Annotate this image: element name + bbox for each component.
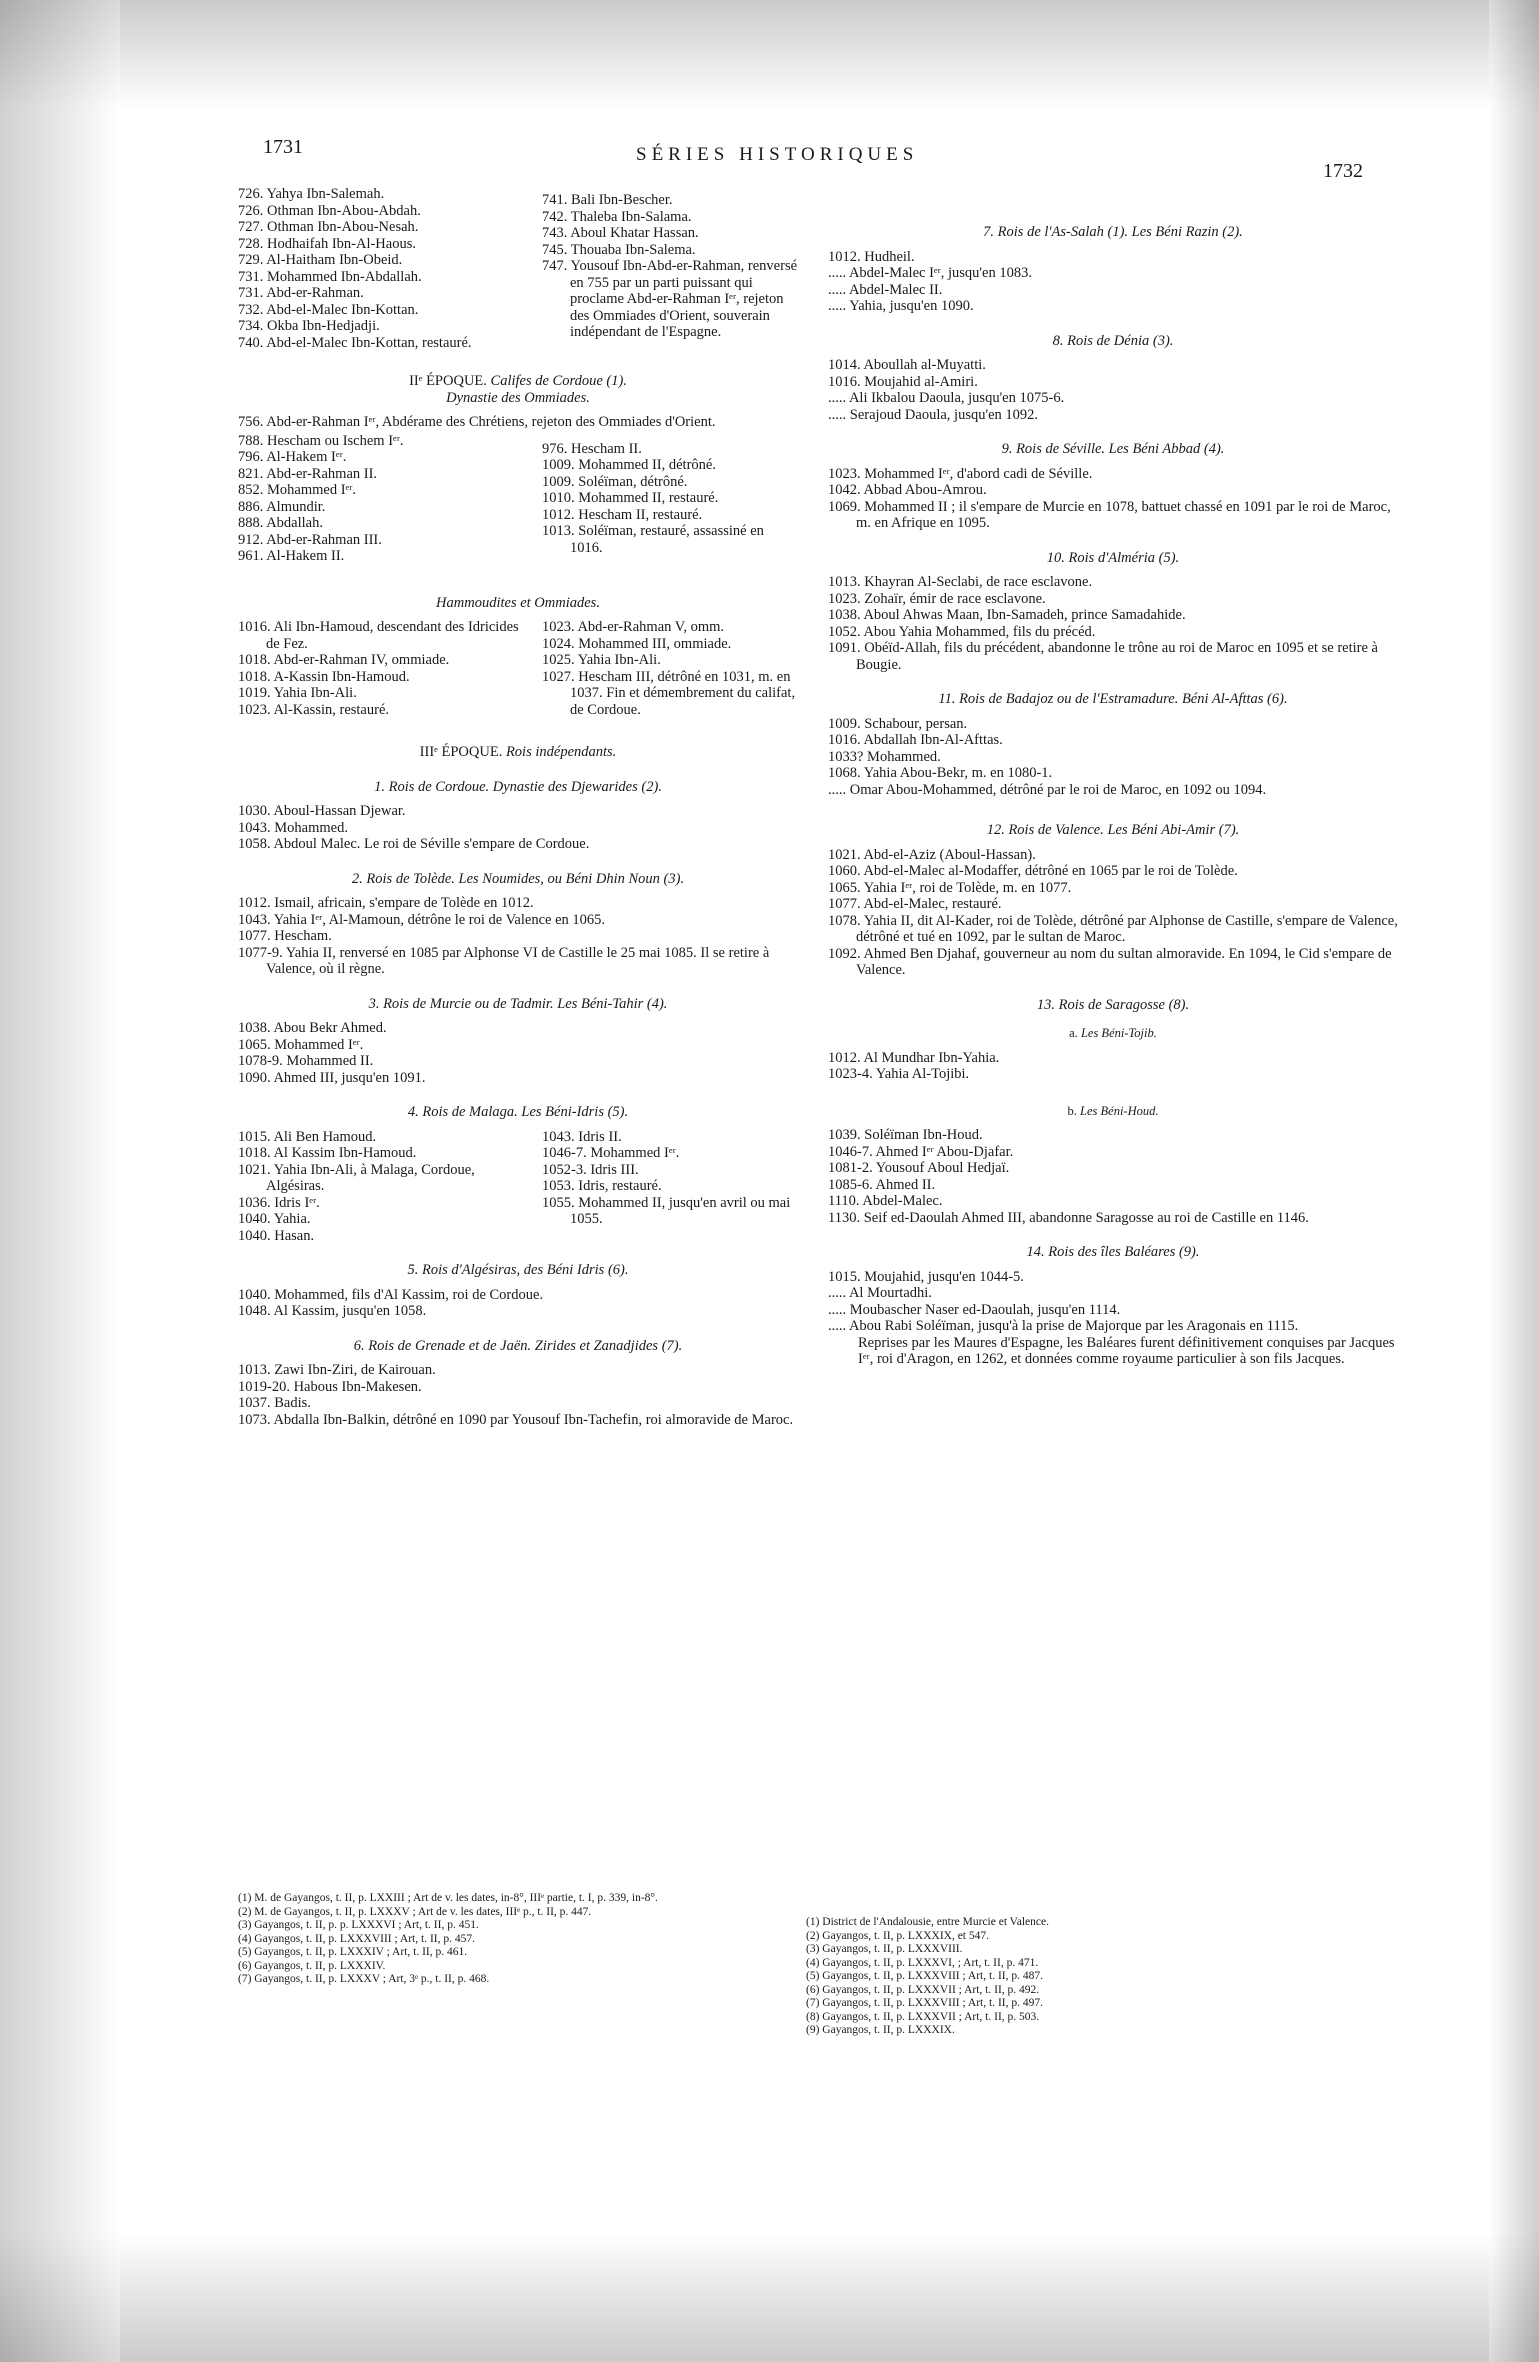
epoch-subtitle: Dynastie des Ommiades. [446, 389, 590, 406]
section-heading: 4. Rois de Malaga. Les Béni-Idris (5). [407, 1104, 629, 1120]
section-heading: 5. Rois d'Algésiras, des Béni Idris (6). [407, 1262, 629, 1278]
top-list-a [238, 186, 528, 351]
section-heading: 14. Rois des îles Baléares (9). [1026, 1244, 1200, 1260]
footnote: (4) Gayangos, t. II, p. LXXXVI, ; Art, t. II, p. 471. [806, 1956, 1039, 1969]
list-item: 1081-2. Yousouf Aboul Hedjaï. [828, 1160, 1010, 1176]
page-number-right: 1732 [1323, 160, 1363, 182]
list-item: 1037. Badis. [238, 1395, 311, 1411]
list-item: 745. Thouaba Ibn-Salema. [542, 241, 696, 258]
list-item: 1013. Khayran Al-Seclabi, de race esclavone. [828, 574, 1093, 590]
list-item: 1023. Zohaïr, émir de race esclavone. [828, 590, 1046, 607]
right-column [828, 220, 1398, 1368]
section-heading-hammoudites: Hammoudites et Ommiades. [436, 594, 600, 611]
list-item: 1027. Hescham III, détrôné en 1031, m. en 1037. Fin et démembrement du califat, de Cordoue. [542, 668, 796, 718]
list-item: 1077. Abd-el-Malec, restauré. [828, 896, 1002, 912]
list-item: 726. Othman Ibn-Abou-Abdah. [238, 202, 421, 219]
list-item: 1012. Ismail, africain, s'empare de Tolède en 1012. [238, 895, 534, 911]
list-item: 1018. A-Kassin Ibn-Hamoud. [238, 668, 410, 685]
footnote: (9) Gayangos, t. II, p. LXXXIX. [806, 2024, 955, 2036]
list-item: 788. Hescham ou Ischem Iᵉʳ. [238, 432, 404, 449]
epoch2-lists [238, 433, 798, 565]
list-item: 1038. Abou Bekr Ahmed. [238, 1020, 387, 1036]
sec4-list-a [238, 1129, 528, 1245]
list-item: 1012. Hudheil. [828, 248, 915, 265]
footnote: (7) Gayangos, t. II, p. LXXXV ; Art, 3ᵉ p., t. II, p. 468. [238, 1973, 490, 1985]
list-item: 1090. Ahmed III, jusqu'en 1091. [238, 1069, 426, 1086]
section-heading: 1. Rois de Cordoue. Dynastie des Djewarides (2). [374, 778, 662, 795]
footnotes-right [806, 1916, 1366, 2038]
list-item: 727. Othman Ibn-Abou-Nesah. [238, 219, 419, 235]
list-item: 1077. Hescham. [238, 928, 332, 944]
list-item: 1040. Yahia. [238, 1211, 311, 1227]
section-heading: 9. Rois de Séville. Les Béni Abbad (4). [1001, 441, 1225, 457]
list-item: 1016. Ali Ibn-Hamoud, descendant des Idricides de Fez. [238, 619, 519, 652]
list-item: 756. Abd-er-Rahman Iᵉʳ, Abdérame des Chrétiens, rejeton des Ommiades d'Orient. [238, 414, 716, 430]
list-item: 888. Abdallah. [238, 515, 323, 531]
list-item: 821. Abd-er-Rahman II. [238, 465, 378, 482]
list-item: 1073. Abdalla Ibn-Balkin, détrôné en 1090 par Yousouf Ibn-Tachefin, roi almoravide de Maroc. [238, 1411, 794, 1428]
list-item: 1053. Idris, restauré. [542, 1178, 662, 1194]
list-item: 1085-6. Ahmed II. [828, 1176, 936, 1193]
list-item: 1042. Abbad Abou-Amrou. [828, 482, 987, 498]
list-item: 1130. Seif ed-Daoulah Ahmed III, abandonne Saragosse au roi de Castille en 1146. [828, 1209, 1309, 1226]
list-item: 1046-7. Ahmed Iᵉʳ Abou-Djafar. [828, 1143, 1014, 1160]
list-item: 732. Abd-el-Malec Ibn-Kottan. [238, 301, 419, 318]
scan-edge-bottom [0, 2232, 1539, 2362]
list-item: 1013. Zawi Ibn-Ziri, de Kairouan. [238, 1362, 436, 1378]
footnote: (2) M. de Gayangos, t. II, p. LXXXV ; Art de v. les dates, IIIᵉ p., t. II, p. 447. [238, 1905, 592, 1918]
list-item: 1068. Yahia Abou-Bekr, m. en 1080-1. [828, 765, 1053, 781]
list-item: 731. Mohammed Ibn-Abdallah. [238, 268, 422, 285]
page-number-left: 1731 [263, 136, 303, 158]
list-item: 1015. Ali Ben Hamoud. [238, 1128, 377, 1145]
section-heading: 3. Rois de Murcie ou de Tadmir. Les Béni-Tahir (4). [368, 995, 668, 1012]
footnote: (7) Gayangos, t. II, p. LXXXVIII ; Art, t. II, p. 497. [806, 1997, 1043, 2009]
footnote: (3) Gayangos, t. II, p. p. LXXXVI ; Art, t. II, p. 451. [238, 1919, 479, 1931]
subsection-letter: b. [1067, 1103, 1077, 1118]
list-item: 1046-7. Mohammed Iᵉʳ. [542, 1145, 680, 1161]
list-item: 1052-3. Idris III. [542, 1161, 639, 1178]
list-item: 961. Al-Hakem II. [238, 548, 345, 564]
list-item: 1039. Soléïman Ibn-Houd. [828, 1127, 983, 1143]
list-item: ..... Al Mourtadhi. [828, 1285, 932, 1301]
list-item: 743. Aboul Khatar Hassan. [542, 225, 699, 241]
top-lists [238, 186, 798, 351]
hammoud-lists [238, 619, 798, 718]
list-item: 1069. Mohammed II ; il s'empare de Murcie en 1078, battuet chassé en 1091 par le roi de Maroc, m. en Afrique en 1095. [828, 498, 1391, 531]
footnote: (1) District de l'Andalousie, entre Murcie et Valence. [806, 1916, 1049, 1928]
footnote: (8) Gayangos, t. II, p. LXXXVII ; Art, t. II, p. 503. [806, 2010, 1040, 2023]
subsection-title: Les Béni-Tojib. [1080, 1026, 1157, 1040]
list-item: 1058. Abdoul Malec. Le roi de Séville s'empare de Cordoue. [238, 836, 590, 852]
list-item: 796. Al-Hakem Iᵉʳ. [238, 449, 347, 465]
list-item: 1009. Soléïman, détrôné. [542, 473, 688, 490]
subsection-heading [828, 1103, 1398, 1120]
list-item: 1077-9. Yahia II, renversé en 1085 par Alphonse VI de Castille le 25 mai 1085. Il se retire à Valence, où il règne. [238, 944, 770, 977]
list-item: 1040. Mohammed, fils d'Al Kassim, roi de Cordoue. [238, 1286, 544, 1303]
hammoud-list-a [238, 619, 528, 718]
list-item: 1021. Yahia Ibn-Ali, à Malaga, Cordoue, Algésiras. [238, 1161, 475, 1194]
list-item: 1048. Al Kassim, jusqu'en 1058. [238, 1303, 427, 1319]
footnote: (6) Gayangos, t. II, p. LXXXVII ; Art, t. II, p. 492. [806, 1983, 1040, 1996]
list-item: 1052. Abou Yahia Mohammed, fils du précéd. [828, 623, 1096, 640]
footnote: (2) Gayangos, t. II, p. LXXXIX, et 547. [806, 1929, 990, 1942]
list-item: 1110. Abdel-Malec. [828, 1193, 943, 1209]
scan-edge-right [1489, 0, 1539, 2362]
epoch-prefix: IIᵉ ÉPOQUE. [409, 373, 487, 389]
list-item: ..... Abdel-Malec Iᵉʳ, jusqu'en 1083. [828, 265, 1032, 281]
list-item: 1012. Hescham II, restauré. [542, 506, 703, 523]
list-item: 1012. Al Mundhar Ibn-Yahia. [828, 1049, 1000, 1066]
scan-edge-top [0, 0, 1539, 110]
list-item: 747. Yousouf Ibn-Abd-er-Rahman, renversé en 755 par un parti puissant qui proclame Abd-er-Rahman Iᵉʳ, rejeton des Ommiades d'Orient, souverain indépendant de l'Espagne. [542, 258, 798, 340]
list-item: ..... Abou Rabi Soléïman, jusqu'à la prise de Majorque par les Aragonais en 1115. [828, 1318, 1299, 1334]
section-heading: 7. Rois de l'As-Salah (1). Les Béni Razin (2). [983, 224, 1243, 240]
list-item: ..... Abdel-Malec II. [828, 281, 943, 298]
section-heading: 8. Rois de Dénia (3). [1052, 332, 1174, 349]
footnotes-left [238, 1892, 798, 1987]
section-heading: 13. Rois de Saragosse (8). [1036, 996, 1190, 1013]
list-item: 1060. Abd-el-Malec al-Modaffer, détrôné en 1065 par le roi de Tolède. [828, 863, 1238, 879]
epoch2-list-a [238, 433, 528, 565]
epoch-title: Rois indépendants. [505, 744, 617, 760]
list-item: 1038. Aboul Ahwas Maan, Ibn-Samadeh, prince Samadahide. [828, 607, 1186, 623]
list-item: 1043. Mohammed. [238, 819, 348, 836]
list-item: 1019. Yahia Ibn-Ali. [238, 685, 357, 701]
list-item: 1092. Ahmed Ben Djahaf, gouverneur au nom du sultan almoravide. En 1094, le Cid s'empare de Valence. [828, 945, 1392, 978]
list-item: 726. Yahya Ibn-Salemah. [238, 186, 385, 202]
list-item: 1025. Yahia Ibn-Ali. [542, 652, 661, 668]
left-column [238, 186, 798, 1428]
list-item: ..... Moubascher Naser ed-Daoulah, jusqu'en 1114. [828, 1301, 1121, 1318]
list-item: 1078-9. Mohammed II. [238, 1053, 374, 1069]
footnote: (5) Gayangos, t. II, p. LXXXIV ; Art, t. II, p. 461. [238, 1946, 468, 1958]
hammoud-list-b [542, 619, 798, 718]
list-item: 1043. Idris II. [542, 1128, 622, 1145]
footnote: (6) Gayangos, t. II, p. LXXXIV. [238, 1959, 386, 1972]
running-title: SÉRIES HISTORIQUES [636, 144, 919, 165]
list-item: 1016. Abdallah Ibn-Al-Afttas. [828, 732, 1003, 748]
footnote: (1) M. de Gayangos, t. II, p. LXXIII ; Art de v. les dates, in-8°, IIIᵉ partie, t. I, p. 339, in-8°. [238, 1892, 658, 1904]
list-item: 740. Abd-el-Malec Ibn-Kottan, restauré. [238, 334, 472, 351]
section-heading: 11. Rois de Badajoz ou de l'Estramadure. Béni Al-Afttas (6). [938, 691, 1288, 707]
epoch-title: Califes de Cordoue (1). [490, 373, 627, 389]
section-heading-epoch2 [238, 373, 798, 406]
list-item: 976. Hescham II. [542, 440, 642, 457]
list-item: 886. Almundir. [238, 498, 326, 515]
section-heading: 2. Rois de Tolède. Les Noumides, ou Béni Dhin Noun (3). [351, 870, 685, 887]
sec4-list-b [542, 1129, 798, 1245]
list-item: 1065. Yahia Iᵉʳ, roi de Tolède, m. en 1077. [828, 879, 1072, 896]
list-item: 1023-4. Yahia Al-Tojibi. [828, 1066, 970, 1082]
epoch2-list-b [542, 433, 798, 565]
list-item: ..... Ali Ikbalou Daoula, jusqu'en 1075-6. [828, 390, 1065, 406]
list-item: 1033? Mohammed. [828, 748, 941, 765]
section-heading: 6. Rois de Grenade et de Jaën. Zirides et Zanadjides (7). [353, 1337, 683, 1354]
list-item: 1023. Abd-er-Rahman V, omm. [542, 619, 725, 635]
list-item: 1030. Aboul-Hassan Djewar. [238, 803, 406, 819]
list-item: 852. Mohammed Iᵉʳ. [238, 482, 357, 498]
list-item: 1043. Yahia Iᵉʳ, Al-Mamoun, détrône le roi de Valence en 1065. [238, 911, 606, 928]
list-item: 741. Bali Ibn-Bescher. [542, 192, 673, 208]
list-item: 1016. Moujahid al-Amiri. [828, 373, 978, 390]
list-item: 742. Thaleba Ibn-Salama. [542, 208, 692, 225]
list-item: 1009. Mohammed II, détrôné. [542, 457, 716, 473]
footnote: (4) Gayangos, t. II, p. LXXXVIII ; Art, t. II, p. 457. [238, 1932, 475, 1945]
list-item: 1091. Obéïd-Allah, fils du précédent, abandonne le trône au roi de Maroc en 1095 et se retire à Bougie. [828, 640, 1378, 673]
list-item: ..... Yahia, jusqu'en 1090. [828, 298, 974, 314]
sec4-lists [238, 1129, 798, 1245]
list-item: 731. Abd-er-Rahman. [238, 285, 364, 301]
list-item: 1078. Yahia II, dit Al-Kader, roi de Tolède, détrôné par Alphonse de Castille, s'empare de Valence, détrôné et tué en 1092, par le sultan de Maroc. [828, 912, 1398, 945]
list-item: 1010. Mohammed II, restauré. [542, 490, 719, 506]
footnote: (5) Gayangos, t. II, p. LXXXVIII ; Art, t. II, p. 487. [806, 1970, 1043, 1982]
list-item: 1009. Schabour, persan. [828, 715, 968, 732]
list-item: 1065. Mohammed Iᵉʳ. [238, 1036, 364, 1053]
list-item: 729. Al-Haitham Ibn-Obeid. [238, 252, 403, 268]
top-list-b [542, 186, 798, 351]
list-item: 728. Hodhaifah Ibn-Al-Haous. [238, 235, 416, 252]
list-item: 912. Abd-er-Rahman III. [238, 531, 382, 548]
epoch-prefix: IIIᵉ ÉPOQUE. [419, 744, 503, 760]
list-item: 1013. Soléïman, restauré, assassiné en 1016. [542, 523, 764, 556]
section-heading: 12. Rois de Valence. Les Béni Abi-Amir (7). [986, 822, 1240, 838]
footnote: (3) Gayangos, t. II, p. LXXXVIII. [806, 1943, 963, 1955]
subsection-title: Les Béni-Houd. [1080, 1103, 1159, 1118]
section-heading-epoch3 [238, 744, 798, 761]
list-item: 1040. Hasan. [238, 1227, 315, 1244]
list-item: 1024. Mohammed III, ommiade. [542, 635, 732, 652]
list-item: ..... Omar Abou-Mohammed, détrôné par le roi de Maroc, en 1092 ou 1094. [828, 781, 1267, 798]
list-item: 1015. Moujahid, jusqu'en 1044-5. [828, 1268, 1024, 1285]
section-heading: 10. Rois d'Alméria (5). [1046, 549, 1180, 566]
scan-edge-left [0, 0, 120, 2362]
list-item: 1018. Al Kassim Ibn-Hamoud. [238, 1145, 417, 1161]
list-item: 1023. Al-Kassin, restauré. [238, 701, 390, 718]
list-item: 1023. Mohammed Iᵉʳ, d'abord cadi de Séville. [828, 465, 1093, 482]
list-item: ..... Serajoud Daoula, jusqu'en 1092. [828, 406, 1039, 423]
paragraph: Reprises par les Maures d'Espagne, les Baléares furent définitivement conquises par Jacques Iᵉʳ, roi d'Aragon, en 1262, et données comme royaume particulier à son fils Jacques. [858, 1334, 1395, 1367]
subsection-heading [828, 1025, 1398, 1042]
list-item: 1036. Idris Iᵉʳ. [238, 1194, 320, 1211]
list-item: 1014. Aboullah al-Muyatti. [828, 357, 986, 373]
list-item: 1055. Mohammed II, jusqu'en avril ou mai 1055. [542, 1194, 791, 1227]
list-item: 1019-20. Habous Ibn-Makesen. [238, 1378, 422, 1395]
list-item: 734. Okba Ibn-Hedjadji. [238, 318, 380, 334]
list-item: 1018. Abd-er-Rahman IV, ommiade. [238, 652, 450, 668]
subsection-letter: a. [1069, 1026, 1078, 1040]
list-item: 1021. Abd-el-Aziz (Aboul-Hassan). [828, 846, 1036, 863]
